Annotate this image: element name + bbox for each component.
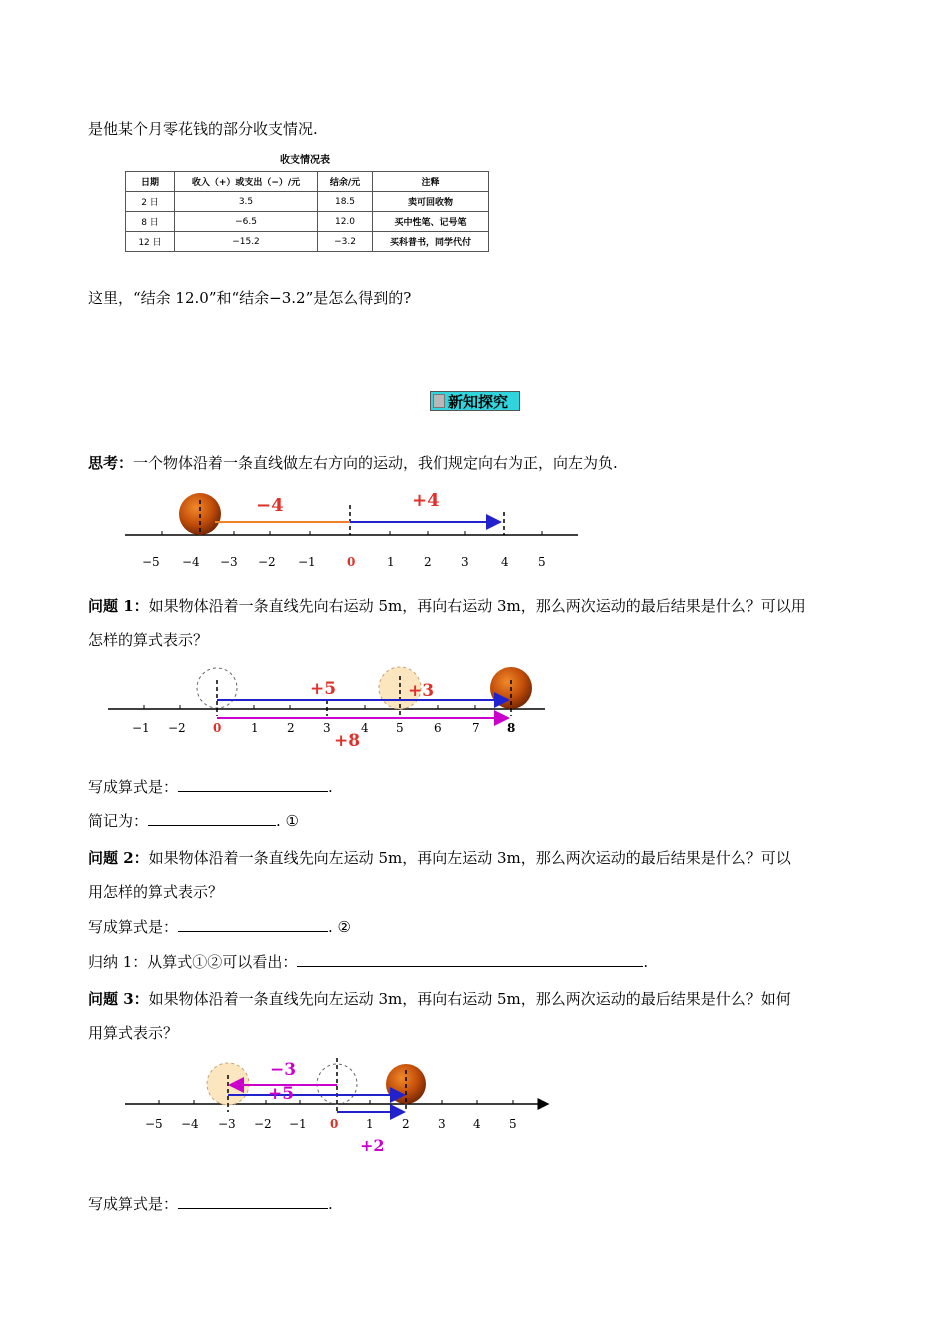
write2-line xyxy=(88,915,351,937)
cell-note: 卖可回收物 xyxy=(373,192,489,212)
label-plus8: +8 xyxy=(334,731,361,751)
short1-end: . ① xyxy=(276,812,299,830)
tick-label: −2 xyxy=(258,555,276,569)
tick-label: −1 xyxy=(289,1117,307,1131)
q3-label: 问题 3： xyxy=(88,990,149,1008)
cell-amount: −15.2 xyxy=(175,232,318,252)
short1-label: 简记为： xyxy=(88,812,149,830)
tick-label: 2 xyxy=(402,1117,410,1131)
tick-label: −3 xyxy=(218,1117,236,1131)
tick-label: 1 xyxy=(387,555,395,569)
tick-label: 3 xyxy=(438,1117,446,1131)
q1-text1: 如果物体沿着一条直线先向右运动 5m，再向右运动 3m，那么两次运动的最后结果是什么？可以用 xyxy=(148,597,806,615)
cell-date: 8 日 xyxy=(126,212,175,232)
header-note: 注释 xyxy=(373,172,489,192)
short1-line xyxy=(88,809,299,831)
tick-label: 4 xyxy=(501,555,509,569)
tick-label: −3 xyxy=(220,555,238,569)
tick-label: 2 xyxy=(424,555,432,569)
tick-label: −1 xyxy=(132,721,150,735)
label-minus3: −3 xyxy=(270,1060,297,1080)
q2-label: 问题 2： xyxy=(88,849,149,867)
write3-end: . xyxy=(328,1195,333,1213)
q3-line1 xyxy=(88,988,791,1009)
diagram-1 xyxy=(125,490,578,569)
cell-date: 12 日 xyxy=(126,232,175,252)
q1-line1 xyxy=(88,595,806,616)
label-plus3: +3 xyxy=(408,681,435,701)
write2-end: . ② xyxy=(328,918,351,936)
answer-blank[interactable] xyxy=(178,915,328,932)
tick-label: −5 xyxy=(142,555,160,569)
label-plus2: +2 xyxy=(360,1136,385,1155)
cell-balance: 18.5 xyxy=(318,192,373,212)
tick-label: 1 xyxy=(251,721,259,735)
write1-label: 写成算式是： xyxy=(88,778,179,796)
header-balance: 结余/元 xyxy=(318,172,373,192)
banner-text: 新知探究 xyxy=(448,393,509,411)
conclude1-end: . xyxy=(643,953,649,971)
q1-label: 问题 1： xyxy=(88,597,149,615)
cell-balance: −3.2 xyxy=(318,232,373,252)
q1-line2: 怎样的算式表示？ xyxy=(88,631,209,649)
tick-label: 5 xyxy=(538,555,546,569)
intro-line: 是他某个月零花钱的部分收支情况. xyxy=(88,120,318,138)
cell-note: 买科普书，同学代付 xyxy=(373,232,489,252)
tick-label: −4 xyxy=(182,555,200,569)
write1-line xyxy=(88,775,333,797)
think-text: 一个物体沿着一条直线做左右方向的运动，我们规定向右为正，向左为负. xyxy=(133,454,618,472)
tick-label: 6 xyxy=(434,721,442,735)
label-plus4: +4 xyxy=(412,490,440,511)
diagram-3 xyxy=(125,1058,548,1155)
tick-label: 4 xyxy=(473,1117,481,1131)
conclude1-label: 归纳 1：从算式①②可以看出： xyxy=(88,953,298,971)
cell-balance: 12.0 xyxy=(318,212,373,232)
diagram-2 xyxy=(108,667,545,751)
cell-amount: 3.5 xyxy=(175,192,318,212)
cell-note: 买中性笔、记号笔 xyxy=(373,212,489,232)
q2-line1 xyxy=(88,847,791,868)
tick-label: 4 xyxy=(361,721,369,735)
label-plus5: +5 xyxy=(310,679,337,699)
think-label: 思考： xyxy=(88,454,134,472)
tick-label: 3 xyxy=(323,721,331,735)
tick-label: −2 xyxy=(254,1117,272,1131)
tick-label-zero: 0 xyxy=(347,555,356,569)
question-line: 这里，“结余 12.0”和“结余−3.2”是怎么得到的? xyxy=(88,289,412,307)
write1-end: . xyxy=(328,778,333,796)
answer-blank[interactable] xyxy=(178,1192,328,1209)
tick-label-zero: 0 xyxy=(330,1117,339,1131)
conclude1-line xyxy=(88,950,648,972)
answer-blank[interactable] xyxy=(297,950,643,967)
header-amount: 收入（+）或支出（−）/元 xyxy=(175,172,318,192)
q3-text1: 如果物体沿着一条直线先向左运动 3m，再向右运动 5m，那么两次运动的最后结果是什么？如何 xyxy=(148,990,791,1008)
tick-label: 5 xyxy=(396,721,404,735)
tick-label: 3 xyxy=(461,555,469,569)
tick-label: 7 xyxy=(472,721,480,735)
q2-line2: 用怎样的算式表示？ xyxy=(88,883,224,901)
write3-label: 写成算式是： xyxy=(88,1195,179,1213)
tick-label: −2 xyxy=(168,721,186,735)
tick-label-zero: 0 xyxy=(213,721,222,735)
tick-label: 5 xyxy=(509,1117,517,1131)
tick-label: −4 xyxy=(181,1117,199,1131)
q2-text1: 如果物体沿着一条直线先向左运动 5m，再向左运动 3m，那么两次运动的最后结果是什么？可以 xyxy=(148,849,791,867)
q3-line2: 用算式表示？ xyxy=(88,1024,179,1042)
answer-blank[interactable] xyxy=(148,809,276,826)
tick-label: 8 xyxy=(507,721,516,735)
write3-line xyxy=(88,1192,333,1214)
label-minus4: −4 xyxy=(256,495,284,516)
tick-label: 1 xyxy=(366,1117,374,1131)
tick-label: −1 xyxy=(298,555,316,569)
header-date: 日期 xyxy=(126,172,175,192)
answer-blank[interactable] xyxy=(178,775,328,792)
write2-label: 写成算式是： xyxy=(88,918,179,936)
label-plus5: +5 xyxy=(268,1084,295,1104)
tick-label: −5 xyxy=(145,1117,163,1131)
cell-date: 2 日 xyxy=(126,192,175,212)
cell-amount: −6.5 xyxy=(175,212,318,232)
tick-label: 2 xyxy=(287,721,295,735)
table-title: 收支情况表 xyxy=(280,155,330,166)
